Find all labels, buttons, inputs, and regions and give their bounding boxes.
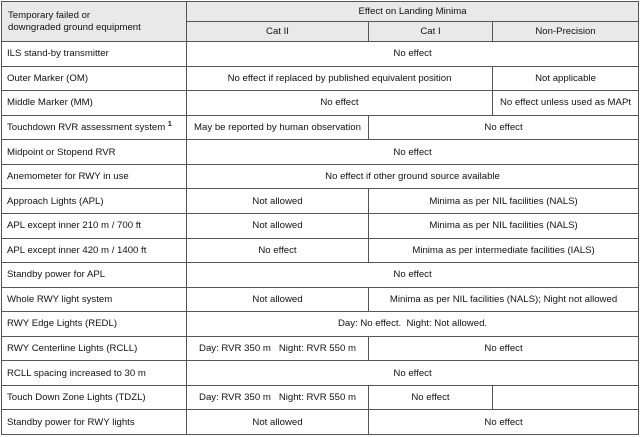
effect-cell (493, 385, 639, 410)
table-row (2, 336, 639, 361)
equipment-cell: RWY Centerline Lights (RCLL) (2, 336, 187, 361)
effect-cell: No effect (369, 410, 639, 435)
header-equipment-line1: Temporary failed or (8, 9, 91, 21)
equipment-cell: ILS stand-by transmitter (2, 42, 187, 67)
effect-cell: May be reported by human observation (187, 115, 369, 140)
table-row (2, 42, 639, 67)
table-row (2, 410, 639, 435)
effect-cell: Day: RVR 350 m Night: RVR 550 m (187, 336, 369, 361)
effect-cell: Day: RVR 350 m Night: RVR 550 m (187, 385, 369, 410)
header-cat-i: Cat I (369, 22, 493, 42)
equipment-cell: RWY Edge Lights (REDL) (2, 312, 187, 337)
table-row (2, 287, 639, 312)
equipment-cell: Anemometer for RWY in use (2, 164, 187, 189)
equipment-cell: RCLL spacing increased to 30 m (2, 361, 187, 386)
effect-cell: Not allowed (187, 287, 369, 312)
effect-cell: No effect (187, 238, 369, 263)
effect-cell: No effect (187, 361, 639, 386)
header-cat-ii: Cat II (187, 22, 369, 42)
effect-cell: Not allowed (187, 189, 369, 214)
table-row (2, 361, 639, 386)
effect-cell: Minima as per NIL facilities (NALS) (369, 213, 639, 238)
effect-cell: No effect (187, 42, 639, 67)
table-row (2, 189, 639, 214)
table-row (2, 115, 639, 140)
equipment-cell: Midpoint or Stopend RVR (2, 140, 187, 165)
equipment-label: Touchdown RVR assessment system (7, 121, 166, 133)
effect-cell: No effect (369, 336, 639, 361)
header-effect-on-landing-minima: Effect on Landing Minima (187, 2, 639, 22)
header-equipment (2, 2, 187, 42)
effect-cell: No effect if replaced by published equivalent position (187, 66, 493, 91)
effect-cell: No effect (187, 91, 493, 116)
table-row (2, 91, 639, 116)
equipment-cell (2, 115, 187, 140)
effect-cell: Minima as per NIL facilities (NALS) (369, 189, 639, 214)
effect-cell: No effect (369, 385, 493, 410)
effect-cell: Minima as per NIL facilities (NALS); Night not allowed (369, 287, 639, 312)
effect-cell: Not allowed (187, 213, 369, 238)
header-equipment-line2: downgraded ground equipment (8, 21, 141, 33)
equipment-cell: Outer Marker (OM) (2, 66, 187, 91)
table-row (2, 263, 639, 288)
effect-cell: No effect unless used as MAPt (493, 91, 639, 116)
header-non-precision: Non-Precision (493, 22, 639, 42)
table-row (2, 66, 639, 91)
table-row (2, 164, 639, 189)
table-row (2, 238, 639, 263)
effect-cell: No effect if other ground source available (187, 164, 639, 189)
footnote-marker: 1 (167, 120, 172, 128)
equipment-cell: APL except inner 210 m / 700 ft (2, 213, 187, 238)
equipment-cell: Middle Marker (MM) (2, 91, 187, 116)
table-row (2, 213, 639, 238)
effect-cell: Day: No effect. Night: Not allowed. (187, 312, 639, 337)
equipment-cell: Approach Lights (APL) (2, 189, 187, 214)
effect-cell: No effect (187, 140, 639, 165)
effect-cell: Minima as per intermediate facilities (IALS) (369, 238, 639, 263)
table-row (2, 312, 639, 337)
equipment-cell: APL except inner 420 m / 1400 ft (2, 238, 187, 263)
effect-cell: Not allowed (187, 410, 369, 435)
equipment-cell: Touch Down Zone Lights (TDZL) (2, 385, 187, 410)
table-row (2, 140, 639, 165)
effect-cell: Not applicable (493, 66, 639, 91)
effect-cell: No effect (187, 263, 639, 288)
landing-minima-table (1, 1, 639, 435)
equipment-cell: Standby power for APL (2, 263, 187, 288)
equipment-cell: Whole RWY light system (2, 287, 187, 312)
equipment-cell: Standby power for RWY lights (2, 410, 187, 435)
table-row (2, 385, 639, 410)
effect-cell: No effect (369, 115, 639, 140)
